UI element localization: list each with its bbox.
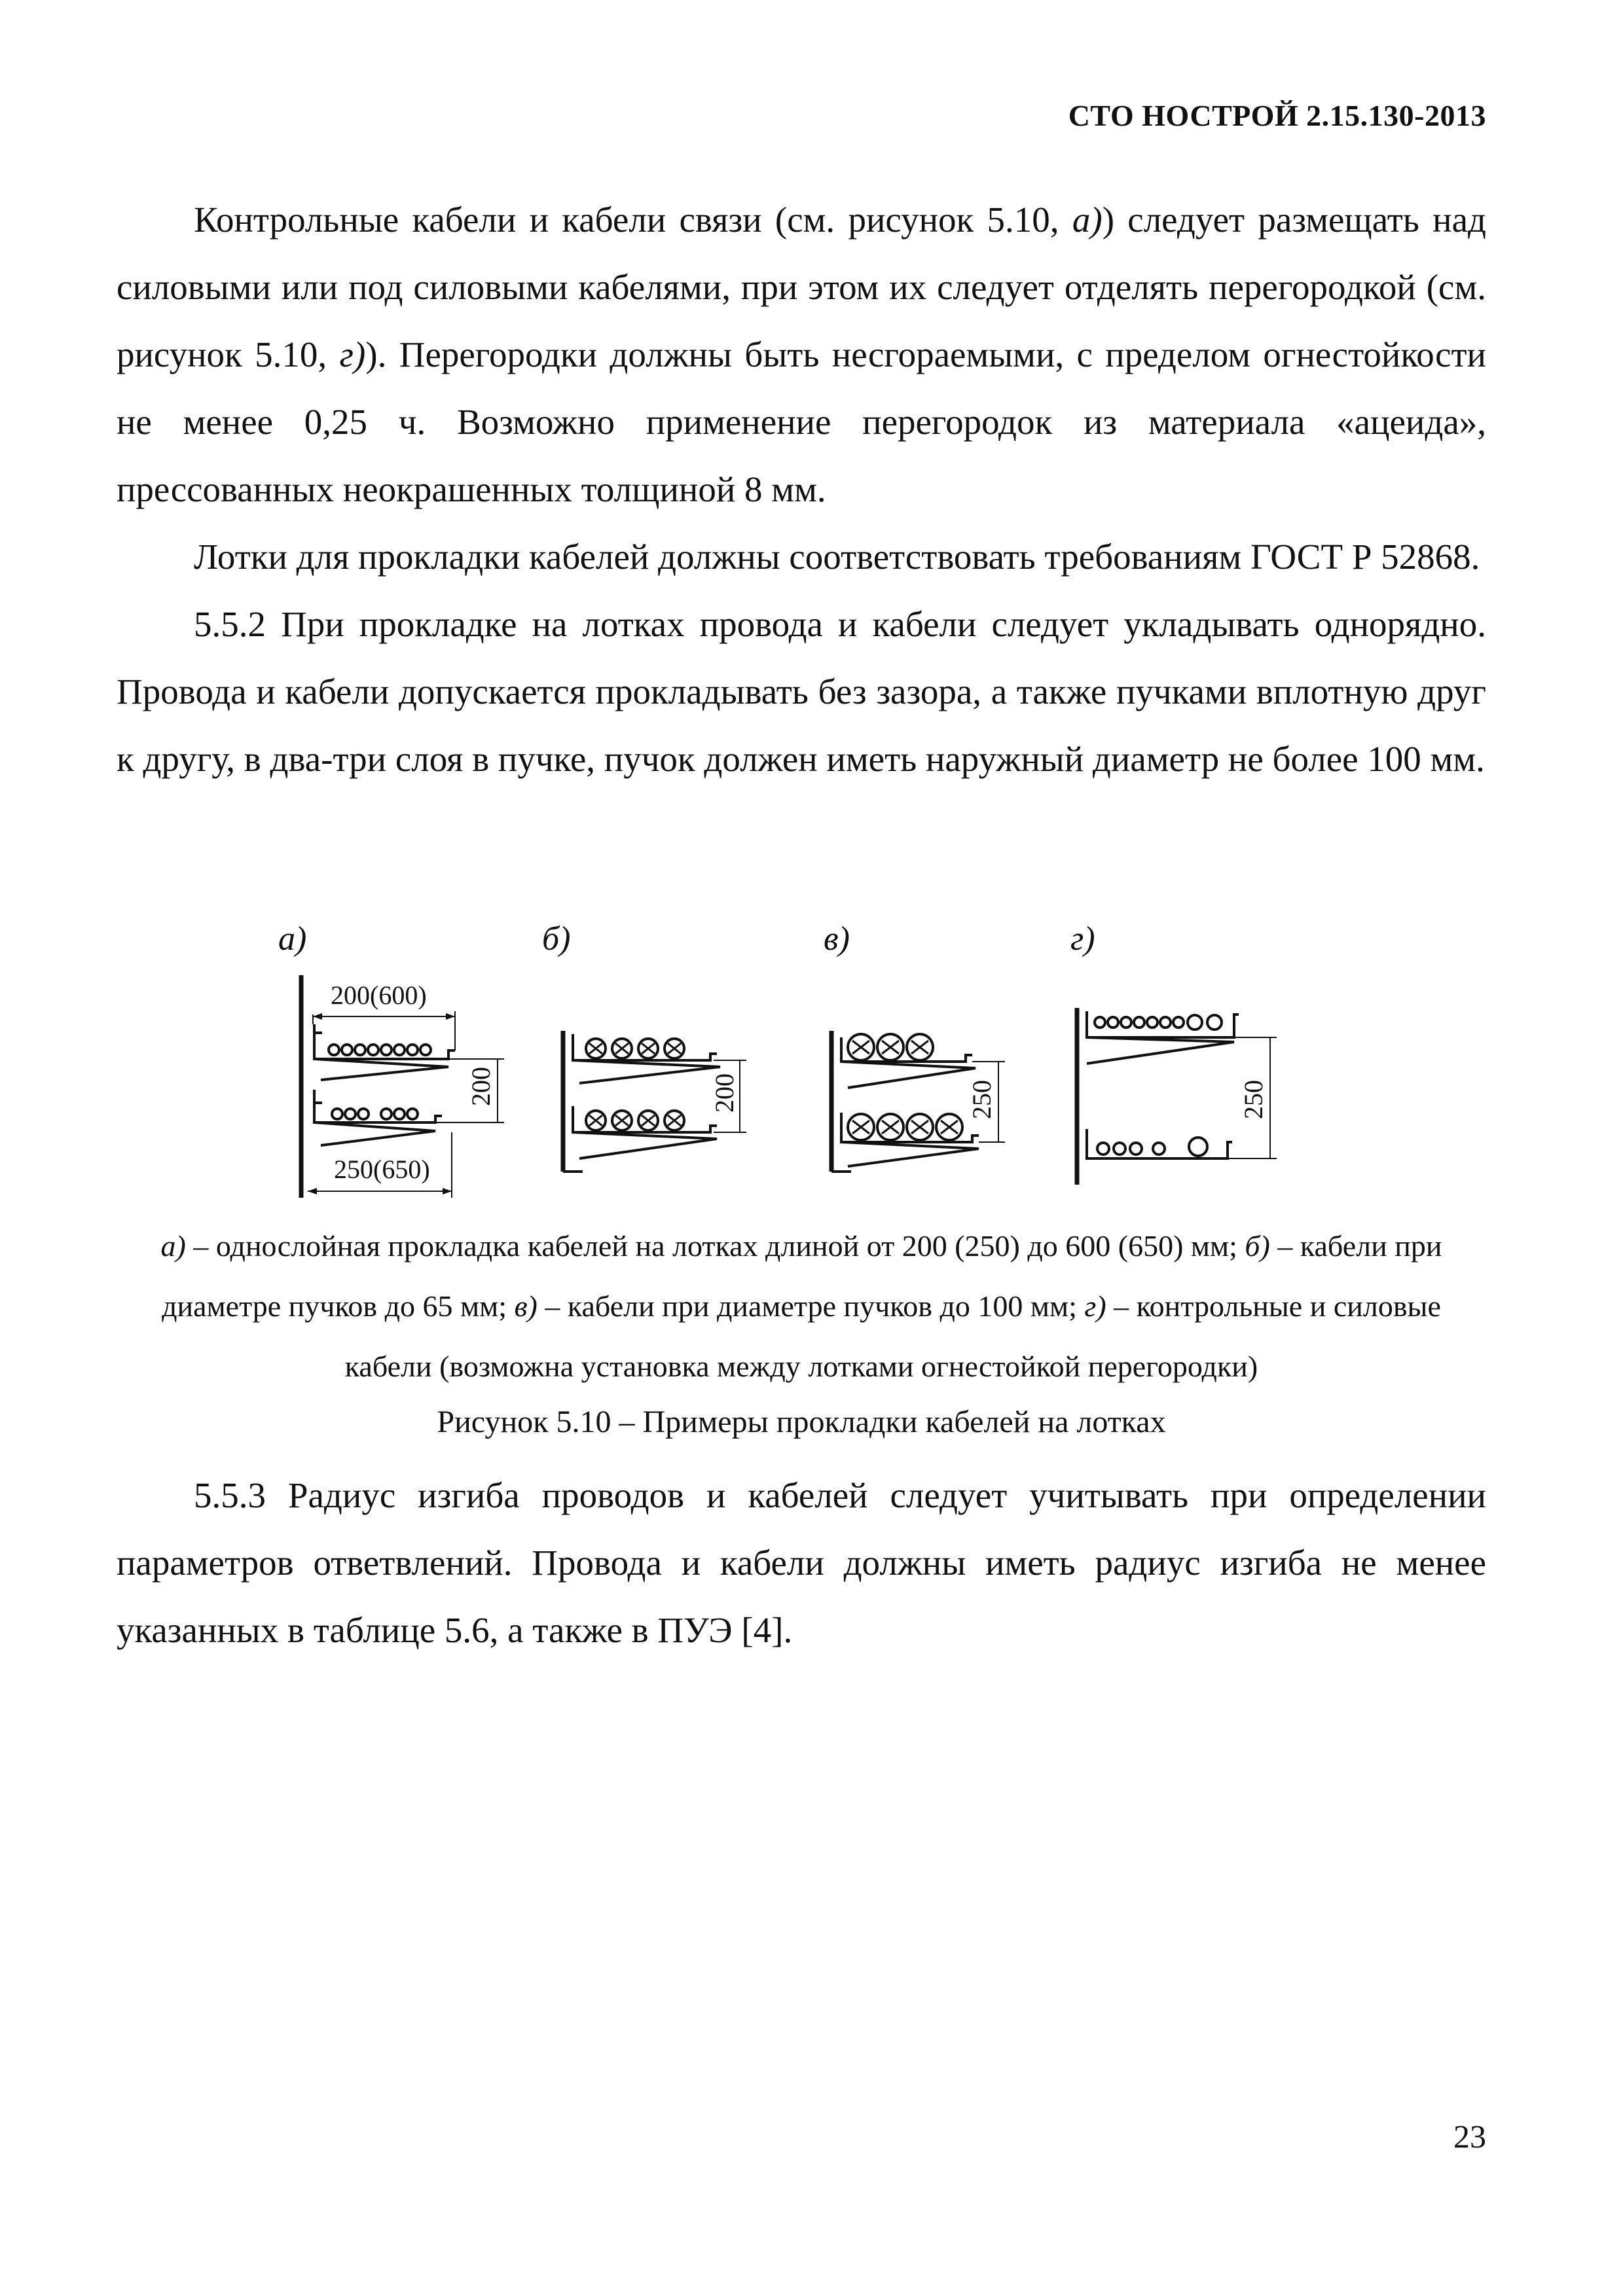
caption-segment: б)	[1245, 1229, 1270, 1263]
cable-bundles-c-bottom	[848, 1114, 962, 1140]
cable-bundles-b-bottom	[586, 1111, 684, 1130]
cable-row-a-top	[329, 1045, 431, 1055]
dim-b-side: 200	[710, 1073, 739, 1113]
panel-label-d: г)	[1070, 920, 1095, 958]
cable-bundles-b-top	[586, 1039, 684, 1058]
caption-segment: а)	[160, 1229, 186, 1263]
body-segment: Лотки для прокладки кабелей должны соответствовать требованиям ГОСТ Р 52868.	[194, 537, 1480, 577]
caption-segment: – кабели при диаметре пучков до 100 мм;	[537, 1289, 1085, 1323]
body-paragraph	[117, 523, 1486, 590]
panel-label-a: а)	[278, 920, 307, 958]
body-text-bottom	[117, 1462, 1486, 1664]
body-segment: ). Перегородки должны быть несгораемыми, с пределом огнестойкости не менее 0,25 ч. Возможно применение перегородок из материала «ацеида», прессованных неокрашенных толщиной 8 мм.	[117, 334, 1486, 509]
dim-a-side: 200	[466, 1067, 496, 1106]
body-segment: г)	[339, 334, 366, 374]
body-segment: 5.5.2 При прокладке на лотках провода и кабели следует укладывать однорядно. Провода и кабели допускается прокладывать без зазора, а также пучками вплотную друг к другу, в два-три слоя в пучке, пучок должен иметь наружный диаметр не более 100 мм.	[117, 604, 1486, 779]
body-paragraph	[117, 186, 1486, 523]
control-cables-d-top	[1095, 1015, 1222, 1030]
dim-c-side: 250	[967, 1080, 996, 1119]
dim-d-side: 250	[1239, 1080, 1268, 1119]
panel-a-drawing	[301, 975, 504, 1198]
cable-bundles-c-top	[848, 1034, 933, 1060]
power-cables-d-bottom	[1097, 1138, 1207, 1156]
cable-row-a-bottom	[332, 1109, 418, 1119]
body-segment: а)	[1072, 200, 1103, 240]
document-code-header: СТО НОСТРОЙ 2.15.130-2013	[1068, 99, 1486, 132]
dim-a-bottom: 250(650)	[334, 1155, 430, 1184]
body-paragraph	[117, 1462, 1486, 1664]
caption-segment: – контрольные и силовые кабели (возможна установка между лотками огнестойкой перегородки)	[344, 1289, 1441, 1383]
body-segment: Контрольные кабели и кабели связи (см. рисунок 5.10,	[194, 200, 1072, 240]
dim-a-top: 200(600)	[331, 980, 427, 1010]
cable-tray-figure	[282, 975, 1329, 1217]
caption-segment: – кабели при диаметре пучков до 65 мм;	[162, 1229, 1442, 1323]
panel-label-b: б)	[542, 920, 571, 958]
figure-title: Рисунок 5.10 – Примеры прокладки кабелей на лотках	[437, 1405, 1166, 1439]
body-segment: 5.5.3 Радиус изгиба проводов и кабелей следует учитывать при определении параметров ответвлений. Провода и кабели должны иметь радиус изгиба не менее указанных в таблице 5.6, а также в ПУЭ [4].	[117, 1475, 1486, 1650]
body-text-top	[117, 186, 1486, 793]
body-paragraph	[117, 590, 1486, 793]
panel-c-drawing	[831, 1031, 1005, 1172]
figure-caption-notes	[117, 1216, 1486, 1397]
caption-segment: – однослойная прокладка кабелей на лотках длиной от 200 (250) до 600 (650) мм;	[185, 1229, 1245, 1263]
panel-d-drawing	[1077, 1008, 1277, 1185]
panel-label-c: в)	[824, 920, 850, 958]
page-number: 23	[1453, 2118, 1486, 2155]
caption-segment: г)	[1084, 1289, 1106, 1323]
caption-segment: в)	[514, 1289, 538, 1323]
panel-b-drawing	[563, 1031, 746, 1172]
body-segment: ) следует размещать над силовыми или под силовыми кабелями, при этом их следует отделять перегородкой (см. рисунок 5.10,	[117, 200, 1486, 374]
